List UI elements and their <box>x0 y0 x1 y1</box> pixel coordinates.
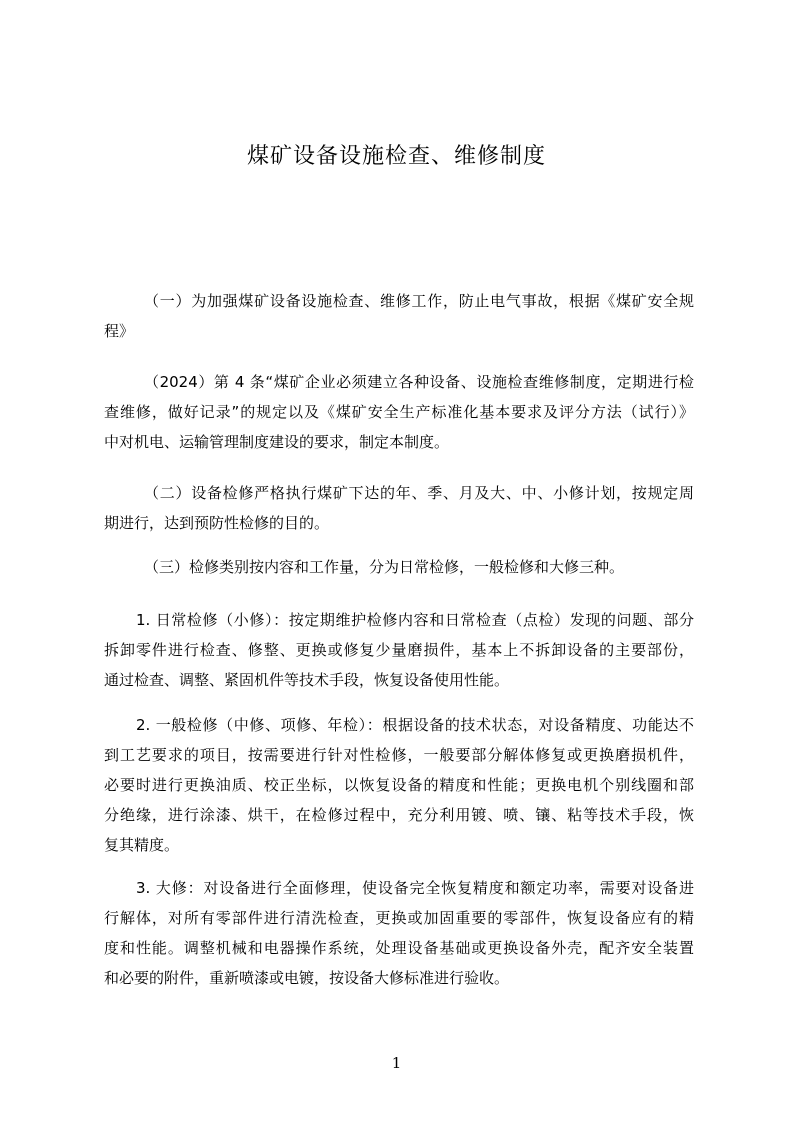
paragraph-5 <box>104 605 694 695</box>
paragraph-7 <box>104 873 694 993</box>
paragraph-line: 度和性能。调整机械和电器操作系统，处理设备基础或更换设备外壳，配齐安全装置 <box>104 939 694 957</box>
paragraph-4 <box>104 552 694 582</box>
paragraph-line: 期进行，达到预防性检修的目的。 <box>104 514 330 532</box>
paragraph-line: 拆卸零件进行检查、修整、更换或修复少量磨损件，基本上不拆卸设备的主要部份， <box>104 641 694 659</box>
paragraph-line: （2024）第 4 条“煤矿企业必须建立各种设备、设施检查维修制度，定期进行检 <box>144 373 694 391</box>
paragraph-line: （二）设备检修严格执行煤矿下达的年、季、月及大、中、小修计划，按规定周 <box>144 484 694 502</box>
paragraph-line: 2. 一般检修（中修、项修、年检）：根据设备的技术状态，对设备精度、功能达不 <box>136 716 694 734</box>
paragraph-line: 3. 大修：对设备进行全面修理，使设备完全恢复精度和额定功率，需要对设备进 <box>136 879 694 897</box>
paragraph-line: 中对机电、运输管理制度建设的要求，制定本制度。 <box>104 433 450 451</box>
page-number: 1 <box>391 1054 402 1072</box>
document-title: 煤矿设备设施检查、维修制度 <box>246 144 546 169</box>
paragraph-line: 行解体，对所有零部件进行清洗检查，更换或加固重要的零部件，恢复设备应有的精 <box>104 909 694 927</box>
paragraph-1 <box>104 286 694 346</box>
paragraph-line: 1. 日常检修（小修）：按定期维护检修内容和日常检查（点检）发现的问题、部分 <box>136 611 694 629</box>
paragraph-line: 复其精度。 <box>104 836 180 854</box>
paragraph-line: 和必要的附件，重新喷漆或电镀，按设备大修标准进行验收。 <box>104 969 510 987</box>
paragraph-2 <box>104 367 694 457</box>
paragraph-line: 分绝缘，进行涂漆、烘干，在检修过程中，充分利用镀、喷、镶、粘等技术手段，恢 <box>104 806 694 824</box>
paragraph-line: 通过检查、调整、紧固机件等技术手段，恢复设备使用性能。 <box>104 671 510 689</box>
paragraph-line: 程》 <box>104 322 135 340</box>
paragraph-line: （三）检修类别按内容和工作量，分为日常检修，一般检修和大修三种。 <box>144 558 625 576</box>
paragraph-line: 查维修，做好记录”的规定以及《煤矿安全生产标准化基本要求及评分方法（试行）》 <box>104 403 694 421</box>
paragraph-line: 必要时进行更换油质、校正坐标，以恢复设备的精度和性能；更换电机个别线圈和部 <box>104 776 694 794</box>
paragraph-6 <box>104 710 694 860</box>
paragraph-line: 到工艺要求的项目，按需要进行针对性检修，一般要部分解体修复或更换磨损机件， <box>104 746 694 764</box>
paragraph-3 <box>104 478 694 538</box>
paragraph-line: （一）为加强煤矿设备设施检查、维修工作，防止电气事故，根据《煤矿安全规 <box>144 292 694 310</box>
